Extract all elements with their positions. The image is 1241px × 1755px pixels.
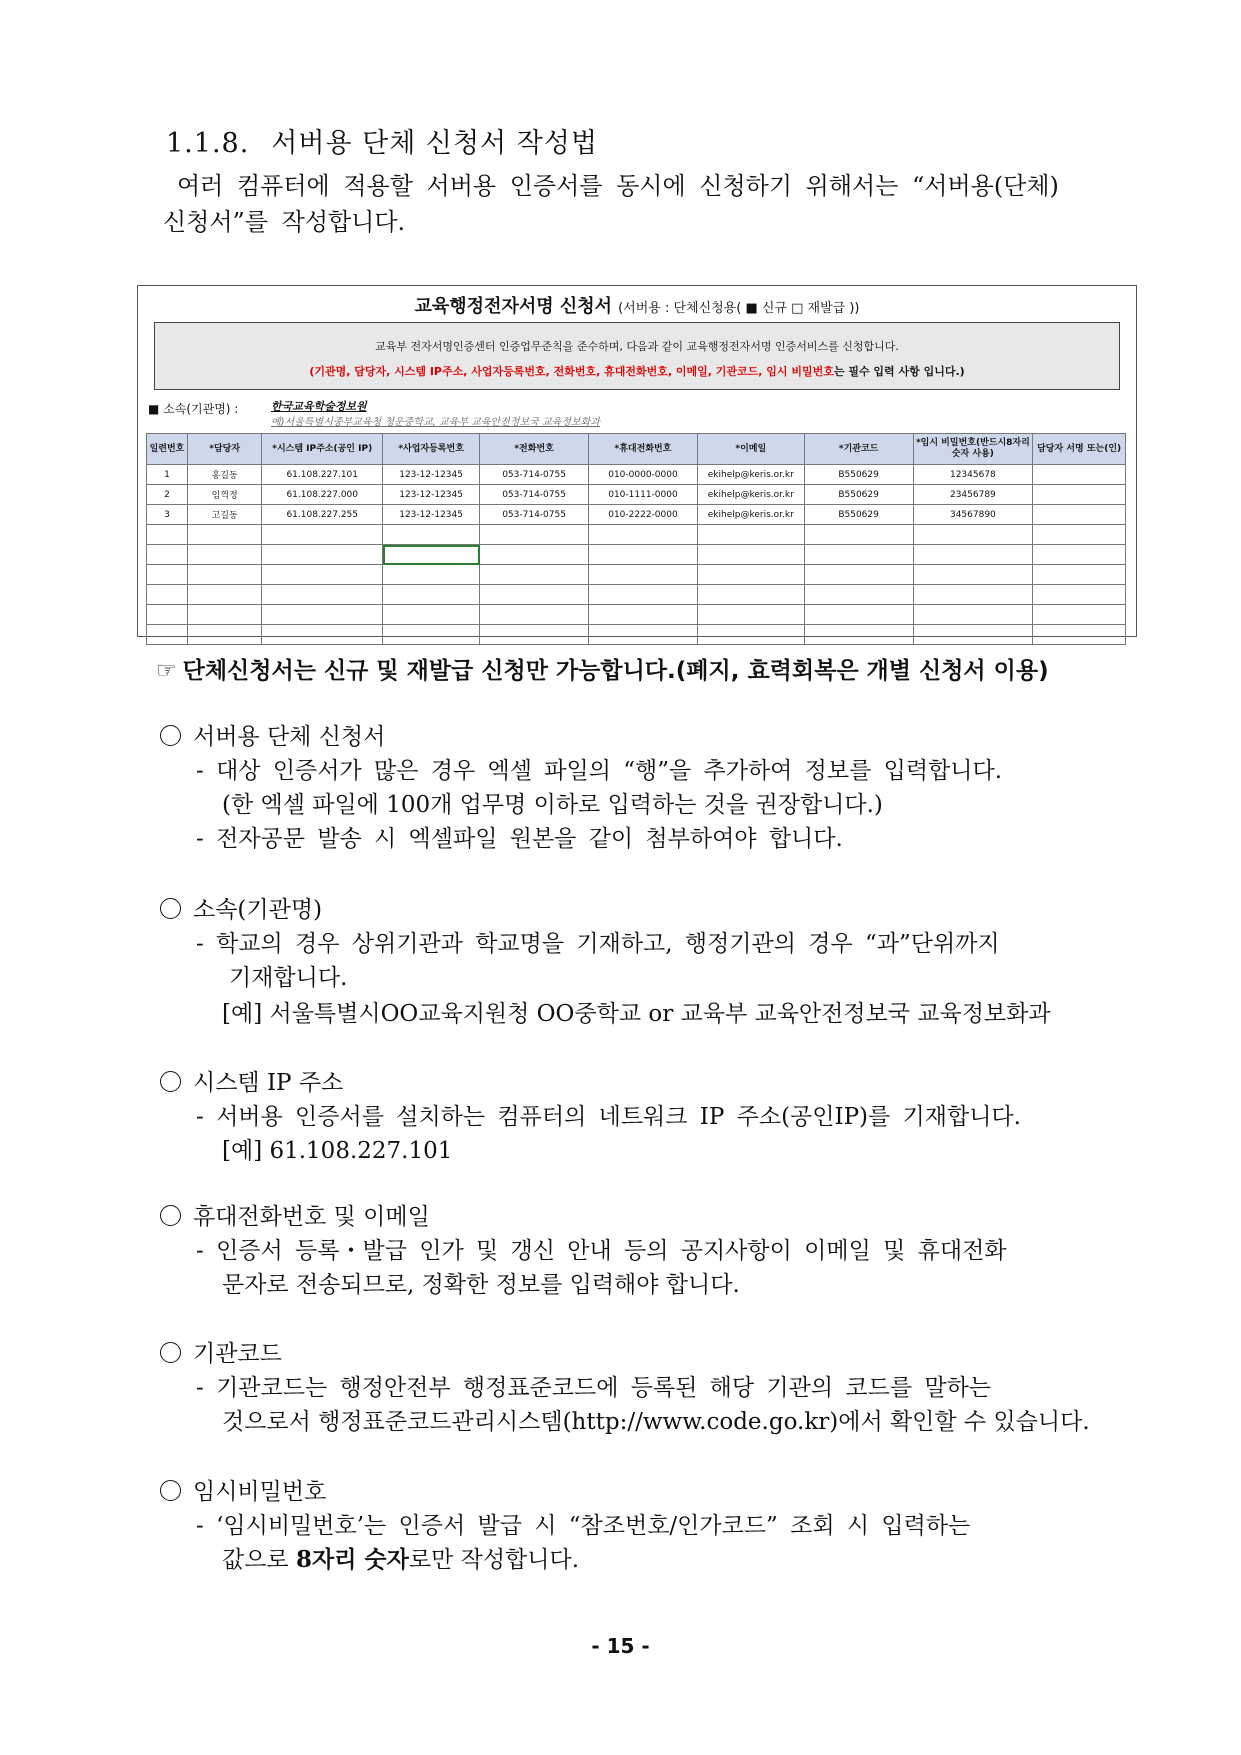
page-number: - 15 - bbox=[591, 1634, 650, 1658]
table-row bbox=[147, 485, 1126, 505]
bullet-continuation bbox=[222, 1543, 1122, 1577]
memo-text: 단체신청서는 신규 및 재발급 신청만 가능합니다.(폐지, 효력회복은 개별 신청서 이용) bbox=[182, 658, 1049, 684]
table-cell bbox=[1033, 465, 1126, 485]
section-title: 시스템 IP 주소 bbox=[193, 1070, 344, 1096]
section-system-ip bbox=[160, 1066, 343, 1100]
table-row-empty bbox=[147, 525, 1126, 545]
form-notice-box bbox=[154, 322, 1120, 390]
table-cell: 010-1111-0000 bbox=[589, 485, 698, 505]
col-header: *기관코드 bbox=[804, 434, 913, 465]
bullet-continuation: (한 엑셀 파일에 100개 업무명 이하로 입력하는 것을 권장합니다.) bbox=[222, 792, 883, 818]
bullet-continuation: 것으로서 행정표준코드관리시스템(http://www.code.go.kr)에서 확인할 수 있습니다. bbox=[222, 1409, 1090, 1435]
table-cell: 61.108.227.255 bbox=[262, 505, 383, 525]
table-cell bbox=[1033, 505, 1126, 525]
intro-line-2: 신청서”를 작성합니다. bbox=[163, 208, 406, 236]
table-cell: 23456789 bbox=[913, 485, 1033, 505]
table-row-empty bbox=[147, 565, 1126, 585]
table-cell: 010-2222-0000 bbox=[589, 505, 698, 525]
circle-bullet-icon bbox=[160, 1205, 181, 1226]
table-cell: ekihelp@keris.or.kr bbox=[697, 465, 804, 485]
section-title: 서버용 단체 신청서 bbox=[193, 724, 386, 750]
form-title bbox=[138, 292, 1136, 318]
example-text: [예] 61.108.227.101 bbox=[222, 1138, 453, 1164]
section-heading bbox=[166, 121, 598, 160]
bullet-text: - 학교의 경우 상위기관과 학교명을 기재하고, 행정기관의 경우 “과”단위까지 bbox=[196, 931, 1000, 957]
table-cell: 12345678 bbox=[913, 465, 1033, 485]
table-cell: 123-12-12345 bbox=[383, 485, 480, 505]
table-cell: B550629 bbox=[804, 505, 913, 525]
table-cell: ekihelp@keris.or.kr bbox=[697, 485, 804, 505]
section-title: 임시비밀번호 bbox=[193, 1479, 327, 1505]
table-row-empty bbox=[147, 585, 1126, 605]
table-cell: 61.108.227.000 bbox=[262, 485, 383, 505]
section-phone-email bbox=[160, 1200, 430, 1234]
col-header: *전화번호 bbox=[480, 434, 589, 465]
col-header: *담당자 bbox=[187, 434, 261, 465]
circle-bullet-icon bbox=[160, 1071, 181, 1092]
org-example: 예)서울특별시중부교육청 청운중학교, 교육부 교육안전정보국 교육정보화과 bbox=[271, 417, 600, 428]
section-organization bbox=[160, 893, 322, 927]
section-title: 휴대전화번호 및 이메일 bbox=[193, 1204, 430, 1230]
table-cell: 2 bbox=[147, 485, 188, 505]
bullet-text: - 기관코드는 행정안전부 행정표준코드에 등록된 해당 기관의 코드를 말하는 bbox=[196, 1375, 992, 1401]
col-header: *휴대전화번호 bbox=[589, 434, 698, 465]
section-temp-password bbox=[160, 1475, 326, 1509]
table-header-row bbox=[147, 434, 1126, 465]
bullet-text: - 인증서 등록・발급 인가 및 갱신 안내 등의 공지사항이 이메일 및 휴대전화 bbox=[196, 1238, 1007, 1264]
section-org-code bbox=[160, 1337, 282, 1371]
col-header: 일련번호 bbox=[147, 434, 188, 465]
notice-required-fields: (기관명, 담당자, 시스템 IP주소, 사업자등록번호, 전화번호, 휴대전화번호, 이메일, 기관코드, 임시 비밀번호 bbox=[309, 365, 834, 378]
pointing-hand-icon: ☞ bbox=[156, 658, 177, 684]
table-row-empty bbox=[147, 605, 1126, 625]
intro-paragraph bbox=[163, 168, 1123, 240]
table-cell bbox=[1033, 485, 1126, 505]
table-cell: B550629 bbox=[804, 465, 913, 485]
table-row bbox=[147, 465, 1126, 485]
section-title: 소속(기관명) bbox=[193, 897, 323, 923]
table-cell: 34567890 bbox=[913, 505, 1033, 525]
form-title-text: 교육행정전자서명 신청서 bbox=[414, 296, 613, 317]
table-cell: 3 bbox=[147, 505, 188, 525]
col-header: 담당자 서명 또는(인) bbox=[1033, 434, 1126, 465]
circle-bullet-icon bbox=[160, 898, 181, 919]
intro-line-1: 여러 컴퓨터에 적용할 서버용 인증서를 동시에 신청하기 위해서는 “서버용(단체) bbox=[177, 172, 1059, 200]
section-server-group bbox=[160, 720, 385, 754]
bullet-text: - 서버용 인증서를 설치하는 컴퓨터의 네트워크 IP 주소(공인IP)를 기재합니다. bbox=[196, 1104, 1021, 1130]
example-text: [예] 서울특별시OO교육지원청 OO중학교 or 교육부 교육안전정보국 교육정보화과 bbox=[222, 1001, 1051, 1027]
notice-required-suffix: 는 필수 입력 사항 입니다.) bbox=[833, 365, 965, 378]
org-label: ■ 소속(기관명) : bbox=[148, 402, 239, 416]
table-cell: 고길동 bbox=[187, 505, 261, 525]
notice-line-2 bbox=[155, 363, 1119, 379]
col-header: *이메일 bbox=[697, 434, 804, 465]
col-header: *사업자등록번호 bbox=[383, 434, 480, 465]
bullet-continuation: 기재합니다. bbox=[229, 965, 348, 991]
application-form-image bbox=[137, 285, 1137, 637]
section-title: 기관코드 bbox=[193, 1341, 282, 1367]
form-subtitle: (서버용 : 단체신청용( ■ 신규 □ 재발급 )) bbox=[618, 301, 860, 316]
table-cell: 010-0000-0000 bbox=[589, 465, 698, 485]
bullet-text: - 대상 인증서가 많은 경우 엑셀 파일의 “행”을 추가하여 정보를 입력합니다. bbox=[196, 758, 1003, 784]
memo-note bbox=[156, 652, 1049, 685]
table-cell: 123-12-12345 bbox=[383, 465, 480, 485]
table-cell: 홍길동 bbox=[187, 465, 261, 485]
emphasis-text: 8자리 숫자 bbox=[295, 1546, 409, 1573]
table-cell: 053-714-0755 bbox=[480, 465, 589, 485]
col-header: *시스템 IP주소(공인 IP) bbox=[262, 434, 383, 465]
circle-bullet-icon bbox=[160, 725, 181, 746]
text-run: 로만 작성합니다. bbox=[408, 1547, 580, 1573]
table-cell: 053-714-0755 bbox=[480, 505, 589, 525]
table-cell: 임꺽정 bbox=[187, 485, 261, 505]
table-cell: 1 bbox=[147, 465, 188, 485]
table-row bbox=[147, 505, 1126, 525]
notice-line-1: 교육부 전자서명인증센터 인증업무준칙을 준수하며, 다음과 같이 교육행정전자서명 인증서비스를 신청합니다. bbox=[375, 340, 899, 353]
col-header: *임시 비밀번호(반드시8자리숫자 사용) bbox=[913, 434, 1033, 465]
text-run: 값으로 bbox=[222, 1547, 296, 1573]
heading-title: 서버용 단체 신청서 작성법 bbox=[271, 128, 598, 159]
selected-cell bbox=[383, 545, 480, 565]
bullet-continuation: 문자로 전송되므로, 정확한 정보를 입력해야 합니다. bbox=[222, 1272, 740, 1298]
table-row-empty bbox=[147, 625, 1126, 645]
table-row-empty bbox=[147, 545, 1126, 565]
bullet-text: - ‘임시비밀번호’는 인증서 발급 시 “참조번호/인가코드” 조회 시 입력하는 bbox=[196, 1513, 971, 1539]
table-cell: 123-12-12345 bbox=[383, 505, 480, 525]
heading-number: 1.1.8. bbox=[166, 128, 250, 159]
org-value: 한국교육학술정보원 bbox=[271, 400, 367, 413]
bullet-text: - 전자공문 발송 시 엑셀파일 원본을 같이 첨부하여야 합니다. bbox=[196, 826, 843, 852]
table-cell: ekihelp@keris.or.kr bbox=[697, 505, 804, 525]
circle-bullet-icon bbox=[160, 1342, 181, 1363]
table-cell: B550629 bbox=[804, 485, 913, 505]
applicant-table bbox=[146, 433, 1126, 645]
table-cell: 053-714-0755 bbox=[480, 485, 589, 505]
table-cell: 61.108.227.101 bbox=[262, 465, 383, 485]
circle-bullet-icon bbox=[160, 1480, 181, 1501]
